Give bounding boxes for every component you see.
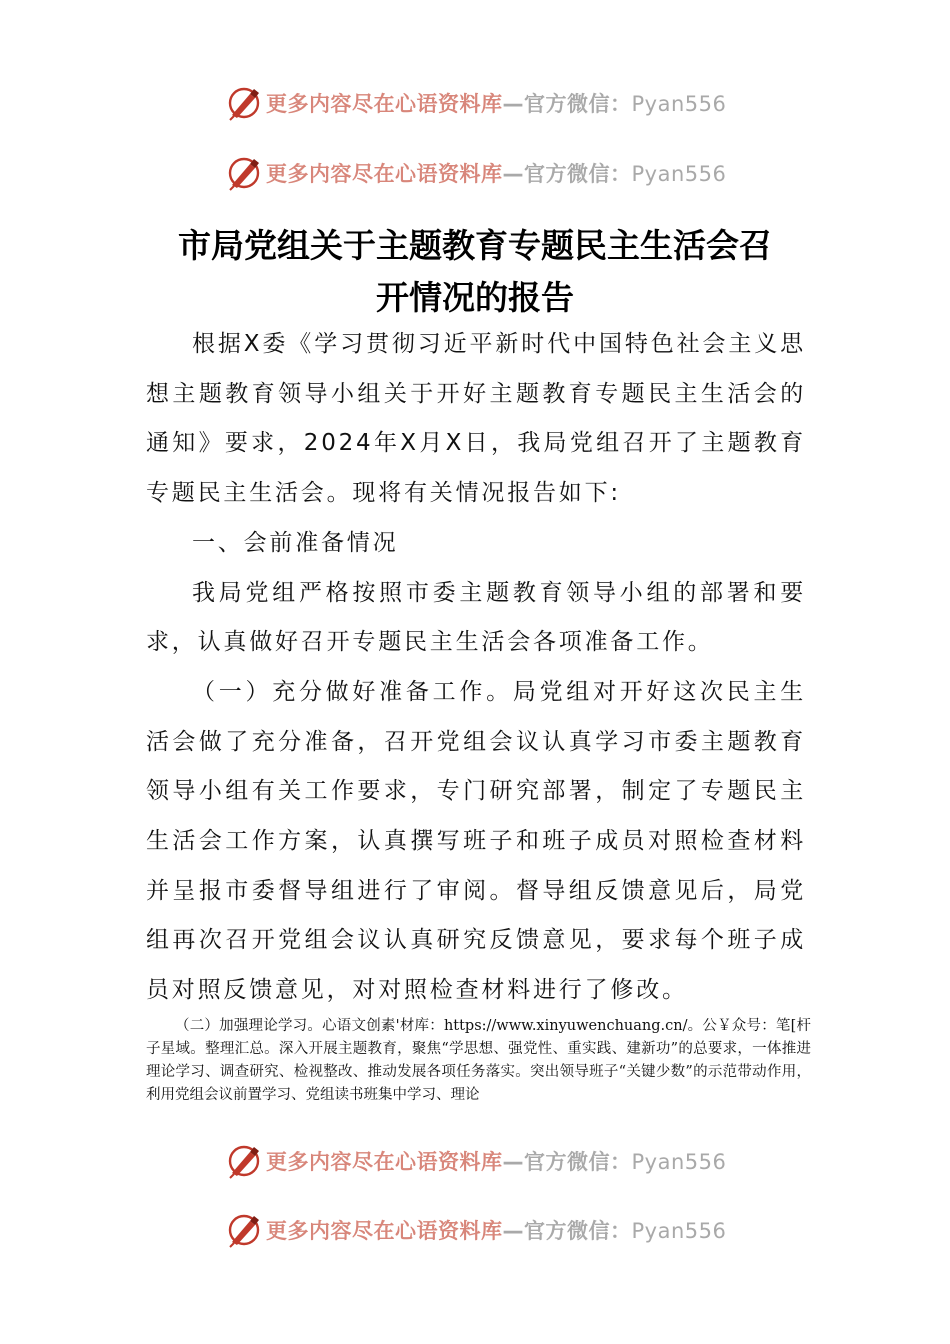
paragraph: （一）充分做好准备工作。局党组对开好这次民主生活会做了充分准备，召开党组会议认真学习市委主题教育领导小组有关工作要求，专门研究部署，制定了专题民主生活会工作方案，认真撰写班子和班子成员对照检查材料并呈报市委督导组进行了审阅。督导组反馈意见后，局党组再次召开党组会议认真研究反馈意见，要求每个班子成员对照反馈意见，对对照检查材料进行了修改。 (146, 678, 806, 1004)
document-title-line-1: 市局党组关于主题教育专题民主生活会召 (178, 226, 772, 265)
watermark-dash-text: —官方微信： (502, 1150, 632, 1174)
watermark-main-text: 更多内容尽在心语资料库 (266, 1150, 503, 1174)
section-heading: 一、会前准备情况 (192, 529, 399, 556)
small-print-section (146, 1015, 811, 1107)
paragraph: 我局党组严格按照市委主题教育领导小组的部署和要求，认真做好召开专题民主生活会各项准备工作。 (146, 579, 806, 656)
watermark-dash-text: —官方微信： (502, 1219, 632, 1243)
paragraph-intro: 根据X委《学习贯彻习近平新时代中国特色社会主义思想主题教育领导小组关于开好主题教育专题民主生活会的通知》要求，2024年X月X日，我局党组召开了主题教育专题民主生活会。现将有关情况报告如下: (146, 331, 806, 507)
document-title-line-2: 开情况的报告 (376, 278, 574, 317)
watermark-id-text: Pyan556 (631, 1150, 727, 1174)
watermark-dash-text: —官方微信： (502, 92, 632, 116)
watermark-id-text: Pyan556 (631, 92, 727, 116)
paragraph-small: （二）加强理论学习。心语文创素'材库：https://www.xinyuwenchuang.cn/。公￥众号：笔[杆子星域。整理汇总。深入开展主题教育，聚焦“学思想、强党性、重实践、建新功”的总要求，一体推进理论学习、调查研究、检视整改、推动发展各项任务落实。突出领导班子“关键少数”的示范带动作用，利用党组会议前置学习、党组读书班集中学习、理论 (146, 1018, 811, 1103)
watermark-id-text: Pyan556 (631, 1219, 727, 1243)
watermark-main-text: 更多内容尽在心语资料库 (266, 92, 503, 116)
pen-logo-icon (226, 85, 262, 121)
document-body (146, 320, 806, 1016)
watermark-main-text: 更多内容尽在心语资料库 (266, 1219, 503, 1243)
watermark-banner (226, 1212, 726, 1248)
watermark-id-text: Pyan556 (631, 162, 727, 186)
pen-logo-icon (226, 155, 262, 191)
watermark-banner (226, 1143, 726, 1179)
watermark-banner (226, 85, 726, 121)
watermark-main-text: 更多内容尽在心语资料库 (266, 162, 503, 186)
pen-logo-icon (226, 1212, 262, 1248)
pen-logo-icon (226, 1143, 262, 1179)
watermark-dash-text: —官方微信： (502, 162, 632, 186)
watermark-banner (226, 155, 726, 191)
